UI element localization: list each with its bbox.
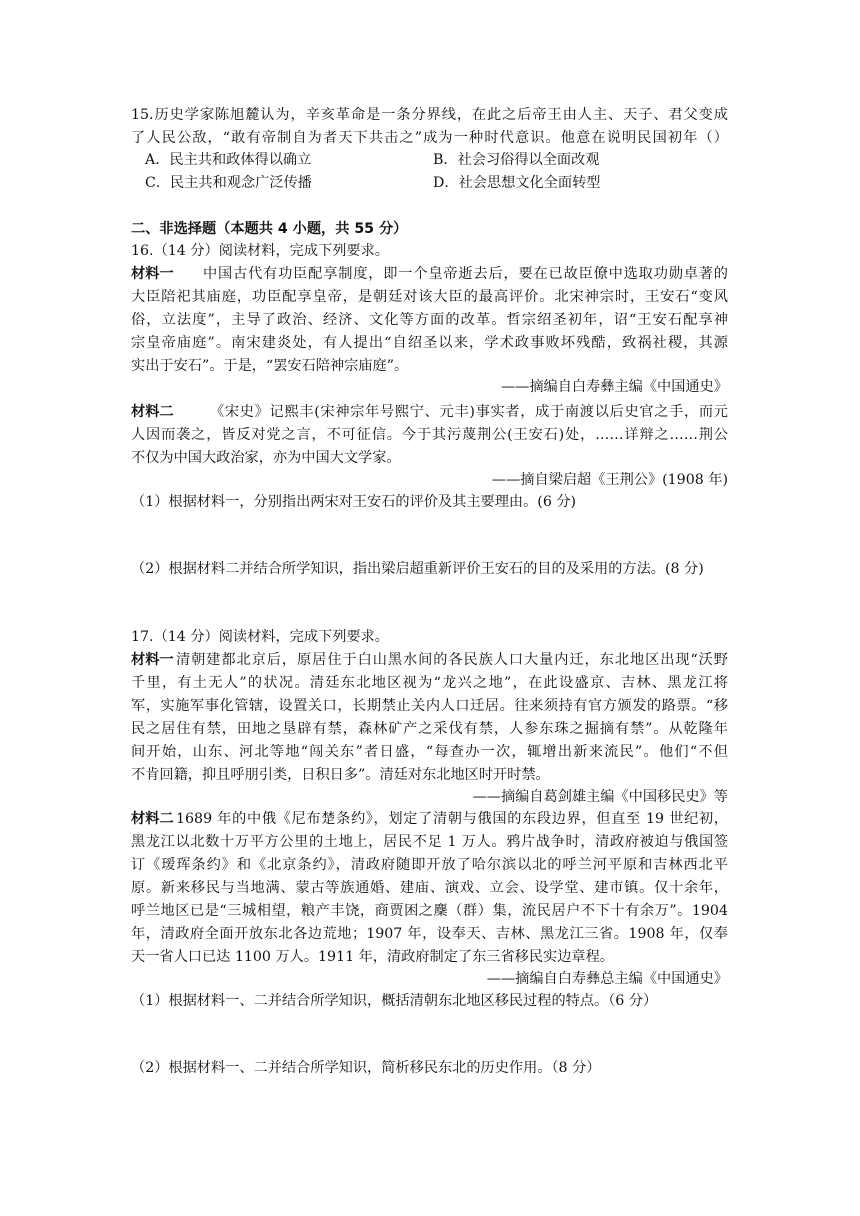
- q17-material1-line1: 清朝建都北京后，原居住于白山黑水间的各民族人口大量内迁，东北地区出现“沃野: [176, 652, 728, 668]
- q17-material2-line6: 年，清政府全面开放东北各边荒地；1907 年，设奉天、吉林、黑龙江三省。1908 年，仅奉: [131, 926, 728, 942]
- q16-material1-line3: 俗，立法度”，主导了政治、经济、文化等方面的改革。哲宗绍圣初年，诏“王安石配享神: [131, 312, 728, 328]
- q17-material2-line4: 原。新来移民与当地满、蒙古等族通婚、建庙、演戏、立会、设学堂、建市镇。仅十余年，: [131, 880, 728, 896]
- q15-option-d: D．社会思想文化全面转型: [433, 175, 601, 191]
- q16-material1-line4: 宗皇帝庙庭”。南宋建炎处，有人提出“自绍圣以来，学术政事败坏残酷，致祸社稷，其源: [131, 335, 728, 351]
- q17-material2-line1: 1689 年的中俄《尼布楚条约》，划定了清朝与俄国的东段边界，但直至 19 世纪初，: [176, 811, 728, 827]
- q17-material2-line2: 黑龙江以北数十万平方公里的土地上，居民不足 1 万人。鸦片战争时，清政府被迫与俄国签: [131, 834, 728, 850]
- q17-material2-line5: 呼兰地区已是“三城相望，粮产丰饶，商贾困之麇（群）集，流民居户不下十有余万”。1904: [131, 903, 728, 919]
- q16-material1-source: ——摘编自白寿彝主编《中国通史》: [500, 379, 728, 395]
- q17-question2: （2）根据材料一、二并结合所学知识，简析移民东北的历史作用。（8 分）: [131, 1060, 601, 1076]
- q15-stem-line2: 了人民公敌，“敢有帝制自为者天下共击之”成为一种时代意识。他意在说明民国初年（）: [131, 130, 728, 146]
- q17-material2-line7: 天一省人口已达 1100 万人。1911 年，清政府制定了东三省移民实边章程。: [131, 949, 614, 965]
- q15-stem-line1: 15.历史学家陈旭麓认为，辛亥革命是一条分界线，在此之后帝王由人主、天子、君父变成: [131, 107, 728, 123]
- q15-option-c: C．民主共和观念广泛传播: [145, 175, 312, 191]
- q15-option-a: A．民主共和政体得以确立: [145, 152, 312, 168]
- q17-material2-line3: 订《瑷珲条约》和《北京条约》，清政府随即开放了哈尔滨以北的呼兰河平原和吉林西北平: [131, 857, 728, 873]
- q16-material2-line2: 人因而袭之，皆反对党之言，不可征信。今于其污蔑荆公(王安石)处，……详辩之……荆公: [131, 427, 728, 443]
- q17-material1-line2: 千里，有土无人”的状况。清廷东北地区视为“龙兴之地”，在此设盛京、吉林、黑龙江将: [131, 675, 728, 691]
- q16-material2-line1: 《宋史》记熙丰(宋神宗年号熙宁、元丰)事实者，成于南渡以后史官之手，而元: [210, 404, 728, 420]
- q16-material2-label: 材料二: [131, 404, 174, 420]
- q16-material1-line1: 中国古代有功臣配享制度，即一个皇帝逝去后，要在已故臣僚中选取功勋卓著的: [203, 266, 728, 282]
- q17-material2-label: 材料二: [131, 811, 174, 827]
- q17-material1-line3: 军，实施军事化管辖，设置关口，长期禁止关内人口迁居。往来须持有官方颁发的路票。“移: [131, 698, 728, 714]
- q17-material1-line4: 民之居住有禁，田地之垦辟有禁，森林矿产之采伐有禁，人参东珠之掘摘有禁”。从乾隆年: [131, 721, 728, 737]
- q17-material1-line5: 间开始，山东、河北等地“闯关东”者日盛，“每查办一次，辄增出新来流民”。他们“不但: [131, 744, 728, 760]
- q16-question1: （1）根据材料一，分别指出两宋对王安石的评价及其主要理由。(6 分): [131, 494, 577, 510]
- q17-question1: （1）根据材料一、二并结合所学知识，概括清朝东北地区移民过程的特点。（6 分）: [131, 993, 658, 1009]
- q16-material1-label: 材料一: [131, 266, 174, 282]
- q16-material1-line2: 大臣陪祀其庙庭，功臣配享皇帝，是朝廷对该大臣的最高评价。北宋神宗时，王安石“变风: [131, 289, 728, 305]
- q17-material2-source: ——摘编自白寿彝总主编《中国通史》: [486, 971, 728, 987]
- q15-option-b: B．社会习俗得以全面改观: [433, 152, 600, 168]
- q16-question2: （2）根据材料二并结合所学知识，指出梁启超重新评价王安石的目的及采用的方法。(8 分): [131, 561, 704, 577]
- q16-material2-source: ——摘自梁启超《王荆公》(1908 年): [491, 472, 728, 488]
- q17-intro: 17.（14 分）阅读材料，完成下列要求。: [131, 629, 389, 645]
- q17-material1-label: 材料一: [131, 652, 174, 668]
- section-heading: 二、非选择题（本题共 4 小题，共 55 分）: [131, 221, 408, 237]
- q17-material1-source: ——摘编自葛剑雄主编《中国移民史》等: [472, 789, 728, 805]
- q16-material1-line5: 实出于安石”。于是，“罢安石陪神宗庙庭”。: [131, 358, 409, 374]
- q17-material1-line6: 不肯回籍，抑且呼朋引类，日积日多”。清廷对东北地区时开时禁。: [131, 767, 550, 783]
- q16-intro: 16.（14 分）阅读材料，完成下列要求。: [131, 243, 389, 259]
- q16-material2-line3: 不仅为中国大政治家，亦为中国大文学家。: [131, 450, 401, 466]
